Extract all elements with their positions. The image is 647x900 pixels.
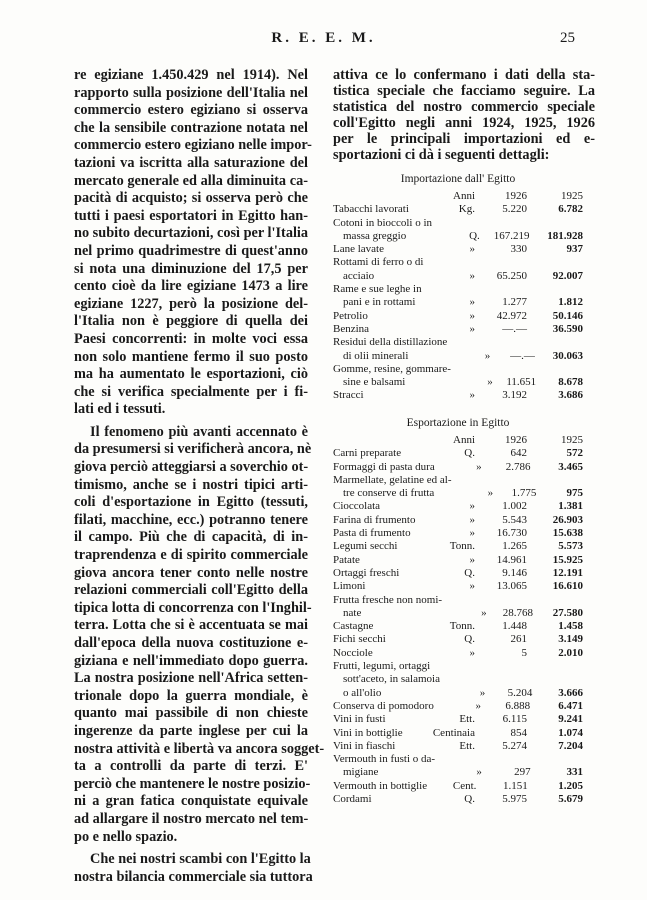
value-1926: 167.219	[493, 229, 530, 242]
unit: »	[475, 699, 482, 712]
text-line: giziana e nell'immediato dopo guerra.	[74, 652, 308, 669]
label-line: Vini in fiaschi	[333, 739, 396, 752]
value-1925: 937	[566, 243, 583, 256]
text-line: l'Italia non è peggiore di quella dei	[74, 313, 308, 330]
value-1925: 3.149	[558, 633, 583, 646]
text-line: quanto mai passibile di non chieste	[74, 705, 308, 722]
label-line: Carni preparate	[333, 447, 402, 460]
value-1926: —.—	[510, 349, 535, 362]
table-row	[333, 461, 583, 474]
label-line: Cordami	[333, 793, 372, 806]
row-label	[333, 647, 425, 660]
value-1925: 50.146	[552, 309, 583, 322]
table-row	[333, 580, 583, 593]
table-row	[333, 540, 583, 553]
row-label	[333, 500, 425, 513]
value-1925: 2.010	[558, 646, 583, 659]
value-1926: 3.192	[502, 389, 527, 402]
unit: »	[469, 243, 475, 256]
table-row	[333, 203, 583, 216]
unit: »	[469, 553, 475, 566]
text-line: terra. Lotta che si è accentuata se mai	[74, 617, 308, 634]
text-line: attiva ce lo confermano i dati della sta-	[333, 67, 595, 83]
row-label	[333, 461, 435, 474]
label-line: Residui della distillazione	[333, 336, 448, 349]
label-line: Legumi secchi	[333, 540, 398, 553]
value-1926: —.—	[502, 322, 527, 335]
text-line: da presumersi si verificherà ancora, nè	[74, 441, 312, 458]
unit: Tonn.	[449, 620, 475, 633]
table-row	[333, 620, 583, 633]
row-label	[333, 283, 425, 310]
row-label	[333, 540, 425, 553]
label-line: Formaggi di pasta dura	[333, 460, 435, 473]
value-1925: 331	[566, 766, 583, 779]
row-label	[333, 323, 425, 336]
unit: Centinaia	[432, 726, 475, 739]
value-1925: 1.812	[558, 296, 583, 309]
text-line: cento cioè da lire egiziane 1473 a lire	[74, 278, 308, 295]
text-line: che si verifica specialmente per i fi-	[74, 383, 308, 400]
value-1925: 6.471	[558, 699, 583, 712]
unit: »	[469, 527, 475, 540]
label-line: pani e in rottami	[343, 296, 416, 309]
value-1926: 1.151	[503, 779, 528, 792]
value-1925: 3.666	[558, 686, 583, 699]
row-label	[333, 660, 440, 700]
right-column-intro	[333, 67, 595, 163]
unit: »	[469, 580, 475, 593]
table-row	[333, 389, 583, 402]
label-line: Frutta fresche non nomi-	[333, 593, 443, 606]
value-1925: 7.204	[558, 739, 583, 752]
header-year-1926: 1926	[505, 434, 527, 446]
value-1926: 5.975	[502, 793, 527, 806]
label-line: Frutti, legumi, ortaggi	[333, 660, 431, 673]
unit: Q.	[464, 793, 475, 806]
label-line: Farina di frumento	[333, 513, 416, 526]
text-line: perciò che mantenere le nostre posizio-	[74, 775, 311, 792]
value-1926: 65.250	[496, 269, 527, 282]
table-row	[333, 500, 583, 513]
header-label: Anni	[453, 190, 475, 202]
text-line: po e nello spazio.	[74, 828, 178, 845]
label-line: Cotoni in bioccoli o in	[333, 216, 432, 229]
value-1925: 975	[566, 487, 583, 500]
unit: »	[469, 269, 475, 282]
text-line: Paesi concorrenti: in molte voci essa	[74, 330, 308, 347]
value-1925: 3.465	[558, 460, 583, 473]
unit: »	[469, 513, 475, 526]
table-title: Esportazione in Egitto	[406, 417, 510, 429]
import-table	[333, 168, 583, 403]
unit: »	[484, 349, 491, 362]
text-line: pacità di acquisto; si osserva però che	[74, 190, 308, 207]
text-line: tazioni va iscritta alla saturazione del	[74, 154, 308, 171]
label-line: Castagne	[333, 620, 374, 633]
header-spacer	[333, 434, 415, 447]
table-row	[333, 660, 583, 700]
label-line: Pasta di frumento	[333, 527, 411, 540]
unit: »	[479, 686, 486, 699]
value-1926: 1.448	[502, 620, 527, 633]
text-line: dall'epoca della nuova costituzione e-	[74, 635, 308, 651]
row-label	[333, 727, 425, 740]
row-label	[333, 567, 425, 580]
value-1925: 3.686	[558, 389, 583, 402]
table-row	[333, 594, 583, 621]
label-line: Conserva di pomodoro	[333, 699, 434, 712]
value-1925: 5.573	[558, 540, 583, 553]
table-row	[333, 310, 583, 323]
value-1925: 92.007	[552, 269, 583, 282]
text-line: traprendenza e di spirito commerciale	[74, 547, 308, 564]
value-1925: 6.782	[558, 203, 583, 216]
table-row	[333, 700, 583, 713]
table-header	[333, 434, 583, 447]
text-line: egiziane 1227, però la posizione del-	[74, 295, 308, 312]
row-label	[333, 713, 425, 726]
value-1925: 30.063	[552, 349, 583, 362]
row-label	[333, 474, 452, 501]
table-row	[333, 647, 583, 660]
value-1926: 2.786	[505, 460, 531, 473]
label-line: Marmellate, gelatine ed al-	[333, 473, 452, 486]
unit: »	[469, 646, 475, 659]
row-label	[333, 554, 425, 567]
table-row	[333, 447, 583, 460]
table-row	[333, 633, 583, 646]
text-line: commercio estero egiziano si osserva	[74, 102, 308, 119]
table-header	[333, 190, 583, 203]
label-line: Rottami di ferro o di	[333, 256, 424, 269]
value-1926: 13.065	[496, 580, 527, 593]
label-line: Rame e sue leghe in	[333, 283, 422, 296]
value-1925: 1.381	[558, 500, 583, 513]
header-label: Anni	[453, 434, 475, 446]
label-line: sott'aceto, in salamoia	[343, 673, 440, 686]
label-line: Lane lavate	[333, 243, 384, 256]
page-number: 25	[560, 30, 575, 46]
unit: »	[469, 500, 475, 513]
label-line: Vini in bottiglie	[333, 726, 403, 739]
table-row	[333, 780, 583, 793]
unit: Q.	[464, 633, 475, 646]
unit: »	[476, 766, 482, 779]
left-column-text	[74, 67, 325, 891]
value-1926: 5.543	[502, 513, 527, 526]
unit: Q.	[464, 447, 475, 460]
value-1926: 9.146	[502, 566, 527, 579]
text-line: giova perciò atteggiarsi a soverchio ot-	[74, 459, 309, 476]
text-line: ingerenze da parte inglese per cui la	[74, 722, 308, 739]
table-row	[333, 363, 583, 390]
text-line: nel primo quadrimestre di quest'anno	[74, 242, 308, 259]
unit: Cent.	[452, 779, 477, 792]
unit: Ett.	[459, 713, 475, 726]
value-1926: 1.775	[511, 487, 537, 500]
value-1926: 261	[510, 633, 527, 646]
unit: »	[469, 296, 475, 309]
row-label	[333, 203, 425, 216]
value-1926: 16.730	[496, 527, 527, 540]
value-1926: 11.651	[506, 376, 537, 389]
label-line: nate	[343, 606, 362, 619]
paragraph	[74, 67, 312, 419]
text-line: no subito decurtazioni, così per l'Italia	[74, 225, 309, 242]
header-year-1926: 1926	[505, 190, 527, 202]
text-line: lati ed i tessuti.	[74, 401, 166, 418]
row-label	[333, 363, 451, 390]
label-line: Vini in fusti	[333, 713, 386, 726]
unit: »	[487, 376, 493, 389]
text-line: coli d'esportazione in Egitto (tessuti,	[74, 494, 308, 511]
label-line: Fichi secchi	[333, 633, 386, 646]
value-1925: 26.903	[552, 513, 583, 526]
label-line: acciaio	[343, 269, 375, 282]
text-line: relazioni commerciali coll'Egitto della	[74, 582, 308, 599]
row-label	[333, 700, 434, 713]
text-line: tistica speciale che facciamo seguire. La	[333, 83, 595, 99]
text-line: La nostra posizione nell'Africa setten-	[74, 670, 308, 687]
text-line: nostra bilancia commerciale sia tuttora	[74, 868, 313, 885]
label-line: sine e balsami	[343, 376, 406, 389]
row-label	[333, 256, 425, 283]
label-line: Gomme, resine, gommare-	[333, 362, 451, 375]
value-1926: 5	[521, 646, 527, 659]
unit: Q.	[464, 566, 475, 579]
table-row	[333, 554, 583, 567]
table-row	[333, 527, 583, 540]
table-row	[333, 336, 583, 363]
unit: Kg.	[458, 203, 475, 216]
text-line: tipica lotta di concorrenza con l'Inghil-	[74, 599, 312, 616]
table-row	[333, 243, 583, 256]
value-1926: 297	[514, 766, 531, 779]
unit: »	[487, 487, 494, 500]
text-line: trionale dopo la guerra mondiale, è	[74, 687, 308, 704]
row-label	[333, 580, 425, 593]
label-line: Vermouth in bottiglie	[333, 779, 428, 792]
label-line: Stracci	[333, 389, 364, 402]
text-line: re egiziane 1.450.429 nel 1914). Nel	[74, 67, 308, 83]
paragraph	[74, 423, 325, 846]
table-row	[333, 514, 583, 527]
value-1925: 12.191	[552, 566, 583, 579]
value-1925: 1.205	[558, 779, 583, 792]
value-1925: 8.678	[558, 376, 583, 389]
table-row	[333, 793, 583, 806]
row-label	[333, 594, 442, 621]
text-line: ad allargare il nostro mercato nel tem-	[74, 810, 309, 827]
unit: Ett.	[459, 739, 475, 752]
label-line: massa greggio	[343, 229, 407, 242]
text-line: nostra attività e libertà va ancora sogget-	[74, 740, 325, 757]
row-label	[333, 514, 425, 527]
text-line: filati, macchine, ecc.) potranno tenere	[74, 511, 308, 528]
text-line: non solo mantiene fermo il suo posto	[74, 348, 308, 365]
text-line: timismo, anche se i nostri tipici arti-	[74, 476, 308, 493]
value-1926: 854	[510, 726, 527, 739]
table-row	[333, 727, 583, 740]
label-line: Ortaggi freschi	[333, 566, 400, 579]
value-1926: 6.115	[502, 713, 527, 726]
row-label	[333, 793, 425, 806]
table-row	[333, 753, 583, 780]
text-line: ma ha aumentato le esportazioni, ciò	[74, 366, 308, 383]
text-line: giova ancora tener conto nelle nostre	[74, 564, 308, 581]
header-year-1925: 1925	[561, 190, 583, 202]
row-label	[333, 336, 447, 363]
value-1925: 1.074	[558, 726, 583, 739]
	[333, 190, 415, 203]
table-title: Importazione dall' Egitto	[400, 173, 516, 185]
text-line: si nota una diminuzione del 17,5 per	[74, 260, 308, 277]
header-spacer	[333, 190, 415, 203]
value-1925: 15.925	[552, 553, 583, 566]
text-line: statistica del nostro commercio speciale	[333, 99, 595, 115]
text-line: ni a gran fatica conquistate equivale	[74, 793, 308, 810]
	[333, 434, 415, 447]
value-1926: 42.972	[496, 309, 527, 322]
table-row	[333, 217, 583, 244]
unit: »	[476, 460, 482, 473]
table-row	[333, 256, 583, 283]
text-line: commercio estero egiziano nelle impor-	[74, 137, 312, 154]
value-1926: 642	[510, 447, 527, 460]
value-1926: 1.002	[502, 500, 527, 513]
row-label	[333, 780, 427, 793]
value-1925: 16.610	[552, 580, 583, 593]
text-line: Il fenomeno più avanti accennato è	[90, 423, 308, 440]
label-line: tre conserve di frutta	[343, 487, 435, 500]
row-label	[333, 447, 425, 460]
unit: »	[469, 322, 475, 335]
value-1925: 1.458	[558, 620, 583, 633]
value-1926: 1.265	[502, 540, 527, 553]
row-label	[333, 389, 425, 402]
running-header: R. E. E. M.	[271, 30, 376, 46]
text-line: il campo. Più che di capacità, di in-	[74, 529, 308, 546]
header-year-1925: 1925	[561, 434, 583, 446]
label-line: Cioccolata	[333, 500, 381, 513]
text-line: coll'Egitto negli anni 1924, 1925, 1926	[333, 115, 595, 131]
text-line: rapporto sulla posizione dell'Italia nel	[74, 84, 308, 101]
value-1926: 14.961	[496, 553, 527, 566]
value-1925: 181.928	[547, 229, 583, 242]
row-label	[333, 620, 425, 633]
label-line: Vermouth in fusti o da-	[333, 753, 436, 766]
label-line: Benzina	[333, 322, 370, 335]
row-label	[333, 633, 425, 646]
text-line: che la sensibile contrazione notata nel	[74, 119, 308, 136]
text-line: tutti i paesi esportatori in Egitto han-	[74, 207, 308, 224]
row-label	[333, 243, 425, 256]
label-line: Tabacchi lavorati	[333, 203, 409, 216]
table-row	[333, 474, 583, 501]
label-line: Nocciole	[333, 646, 373, 659]
value-1926: 1.277	[502, 296, 527, 309]
unit: »	[481, 606, 487, 619]
label-line: Limoni	[333, 580, 366, 593]
label-line: migiane	[343, 766, 379, 779]
text-line: mercato generale ed alla diminuita ca-	[74, 172, 308, 189]
label-line: Petrolio	[333, 309, 368, 322]
value-1925: 572	[566, 447, 583, 460]
value-1926: 5.204	[507, 686, 533, 699]
unit: »	[469, 389, 475, 402]
row-label	[333, 310, 425, 323]
value-1926: 6.888	[505, 699, 531, 712]
value-1926: 5.274	[502, 739, 527, 752]
table-row	[333, 323, 583, 336]
label-line: Patate	[333, 553, 360, 566]
paragraph	[74, 851, 313, 886]
table-row	[333, 713, 583, 726]
unit: »	[469, 309, 475, 322]
text-line: sportazioni ci dà i seguenti dettagli:	[333, 147, 550, 163]
label-line: o all'olio	[343, 686, 382, 699]
value-1925: 5.679	[558, 793, 583, 806]
text-line: ta a controlli da parte di terzi. E'	[74, 758, 308, 775]
table-row	[333, 283, 583, 310]
row-label	[333, 753, 435, 780]
label-line: di olii minerali	[343, 349, 409, 362]
row-label	[333, 740, 425, 753]
text-line: Che nei nostri scambi con l'Egitto la	[90, 851, 311, 868]
value-1925: 9.241	[558, 713, 583, 726]
text-line: per le principali importazioni ed e-	[333, 131, 595, 147]
value-1926: 5.220	[502, 203, 527, 216]
unit: Q.	[469, 229, 480, 242]
value-1926: 28.768	[502, 606, 534, 619]
value-1925: 36.590	[552, 322, 583, 335]
unit: Tonn.	[449, 540, 475, 553]
table-row	[333, 740, 583, 753]
export-table	[333, 412, 583, 806]
value-1925: 27.580	[552, 606, 583, 619]
table-row	[333, 567, 583, 580]
value-1925: 15.638	[552, 527, 583, 540]
row-label	[333, 217, 432, 244]
row-label	[333, 527, 425, 540]
value-1926: 330	[510, 243, 527, 256]
